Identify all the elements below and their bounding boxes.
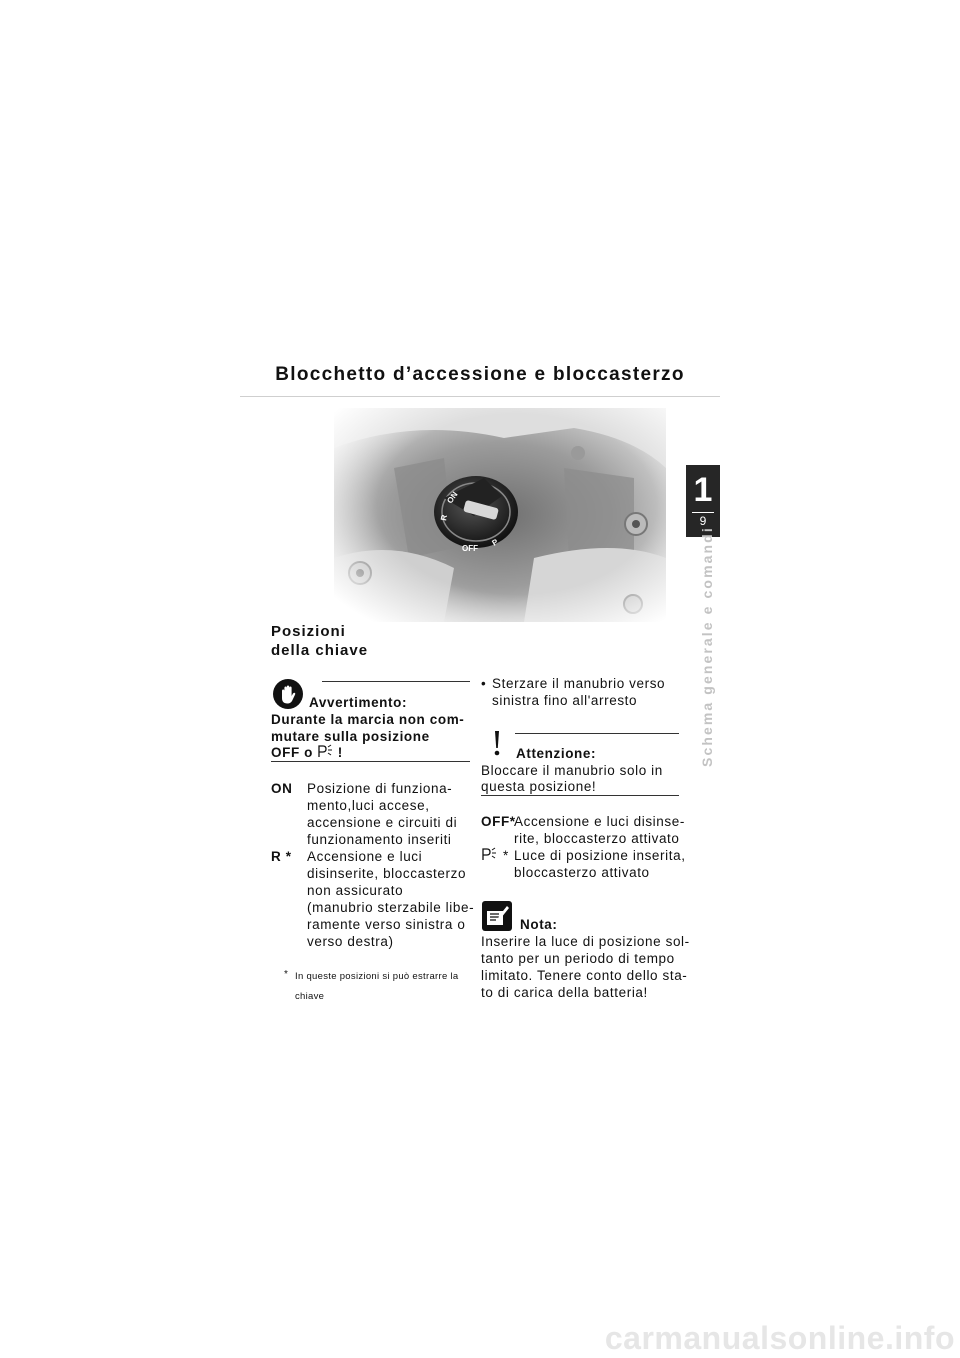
footnote-line-2: chiave <box>295 991 325 1002</box>
bullet-text-line-2: sinistra fino all'arresto <box>492 693 638 708</box>
chapter-tab-divider <box>692 512 714 513</box>
parking-position-icon <box>481 847 497 867</box>
position-key-r: R * <box>271 849 292 864</box>
position-off-line-1: Accensione e luci disinse- <box>514 814 685 829</box>
position-parking-line-2: bloccasterzo attivato <box>514 865 650 880</box>
warning-off-text: OFF o <box>271 745 313 760</box>
footer-watermark[interactable]: carmanualsonline.info <box>604 1320 955 1356</box>
position-on-line-2: mento,luci accese, <box>307 798 430 813</box>
page-title: Blocchetto d’accessione e bloccasterzo <box>275 364 685 385</box>
note-text-line-4: to di carica della batteria! <box>481 985 648 1000</box>
note-text-line-2: tanto per un periodo di tempo <box>481 951 675 966</box>
position-key-parking: * <box>503 848 509 863</box>
position-parking-line-1: Luce di posizione inserita, <box>514 848 686 863</box>
heading-line-1: Posizioni <box>271 623 346 640</box>
section-side-label: Schema generale e comandi <box>699 526 715 767</box>
parking-light-icon <box>317 745 333 760</box>
title-divider <box>240 396 720 397</box>
note-text-line-1: Inserire la luce di posizione sol- <box>481 934 690 949</box>
attention-bottom-rule <box>481 795 679 796</box>
footnote-mark: * <box>284 969 288 980</box>
warning-top-rule <box>322 681 470 682</box>
warning-label: Avvertimento: <box>309 695 408 710</box>
position-r-line-3: non assicurato <box>307 883 404 898</box>
note-text-line-3: limitato. Tenere conto dello sta- <box>481 968 688 983</box>
section-heading <box>271 622 368 660</box>
footnote-line-1: In queste posizioni si può estrarre la <box>295 971 459 982</box>
chapter-number: 1 <box>693 471 713 509</box>
position-r-line-6: verso destra) <box>307 934 394 949</box>
position-r-line-1: Accensione e luci <box>307 849 423 864</box>
warning-text-line-1: Durante la marcia non com- <box>271 712 465 727</box>
position-on-line-4: funzionamento inseriti <box>307 832 452 847</box>
bullet-text-line-1: Sterzare il manubrio verso <box>492 676 666 691</box>
position-on-line-3: accensione e circuiti di <box>307 815 458 830</box>
page-number: 9 <box>699 514 707 528</box>
exclamation-warning-icon <box>481 728 513 758</box>
attention-label: Attenzione: <box>516 746 597 761</box>
position-r-line-2: disinserite, bloccasterzo <box>307 866 467 881</box>
attention-top-rule <box>515 733 679 734</box>
position-on-line-1: Posizione di funziona- <box>307 781 453 796</box>
warning-text-line-3 <box>271 744 343 761</box>
position-key-on: ON <box>271 781 293 796</box>
warning-bottom-rule <box>271 761 470 762</box>
attention-text-line-2: questa posizione! <box>481 779 597 794</box>
ignition-lock-photo <box>334 408 666 622</box>
note-label: Nota: <box>520 917 558 932</box>
position-r-line-4: (manubrio sterzabile libe- <box>307 900 475 915</box>
position-key-off: OFF* <box>481 814 516 829</box>
note-pencil-icon <box>481 900 513 932</box>
warning-text-line-2: mutare sulla posizione <box>271 729 430 744</box>
heading-line-2: della chiave <box>271 642 369 659</box>
stop-hand-icon <box>272 678 304 710</box>
bullet-mark: • <box>481 676 487 691</box>
position-off-line-2: rite, bloccasterzo attivato <box>514 831 680 846</box>
attention-text-line-1: Bloccare il manubrio solo in <box>481 763 663 778</box>
warning-exclamation: ! <box>337 745 343 760</box>
position-r-line-5: ramente verso sinistra o <box>307 917 466 932</box>
